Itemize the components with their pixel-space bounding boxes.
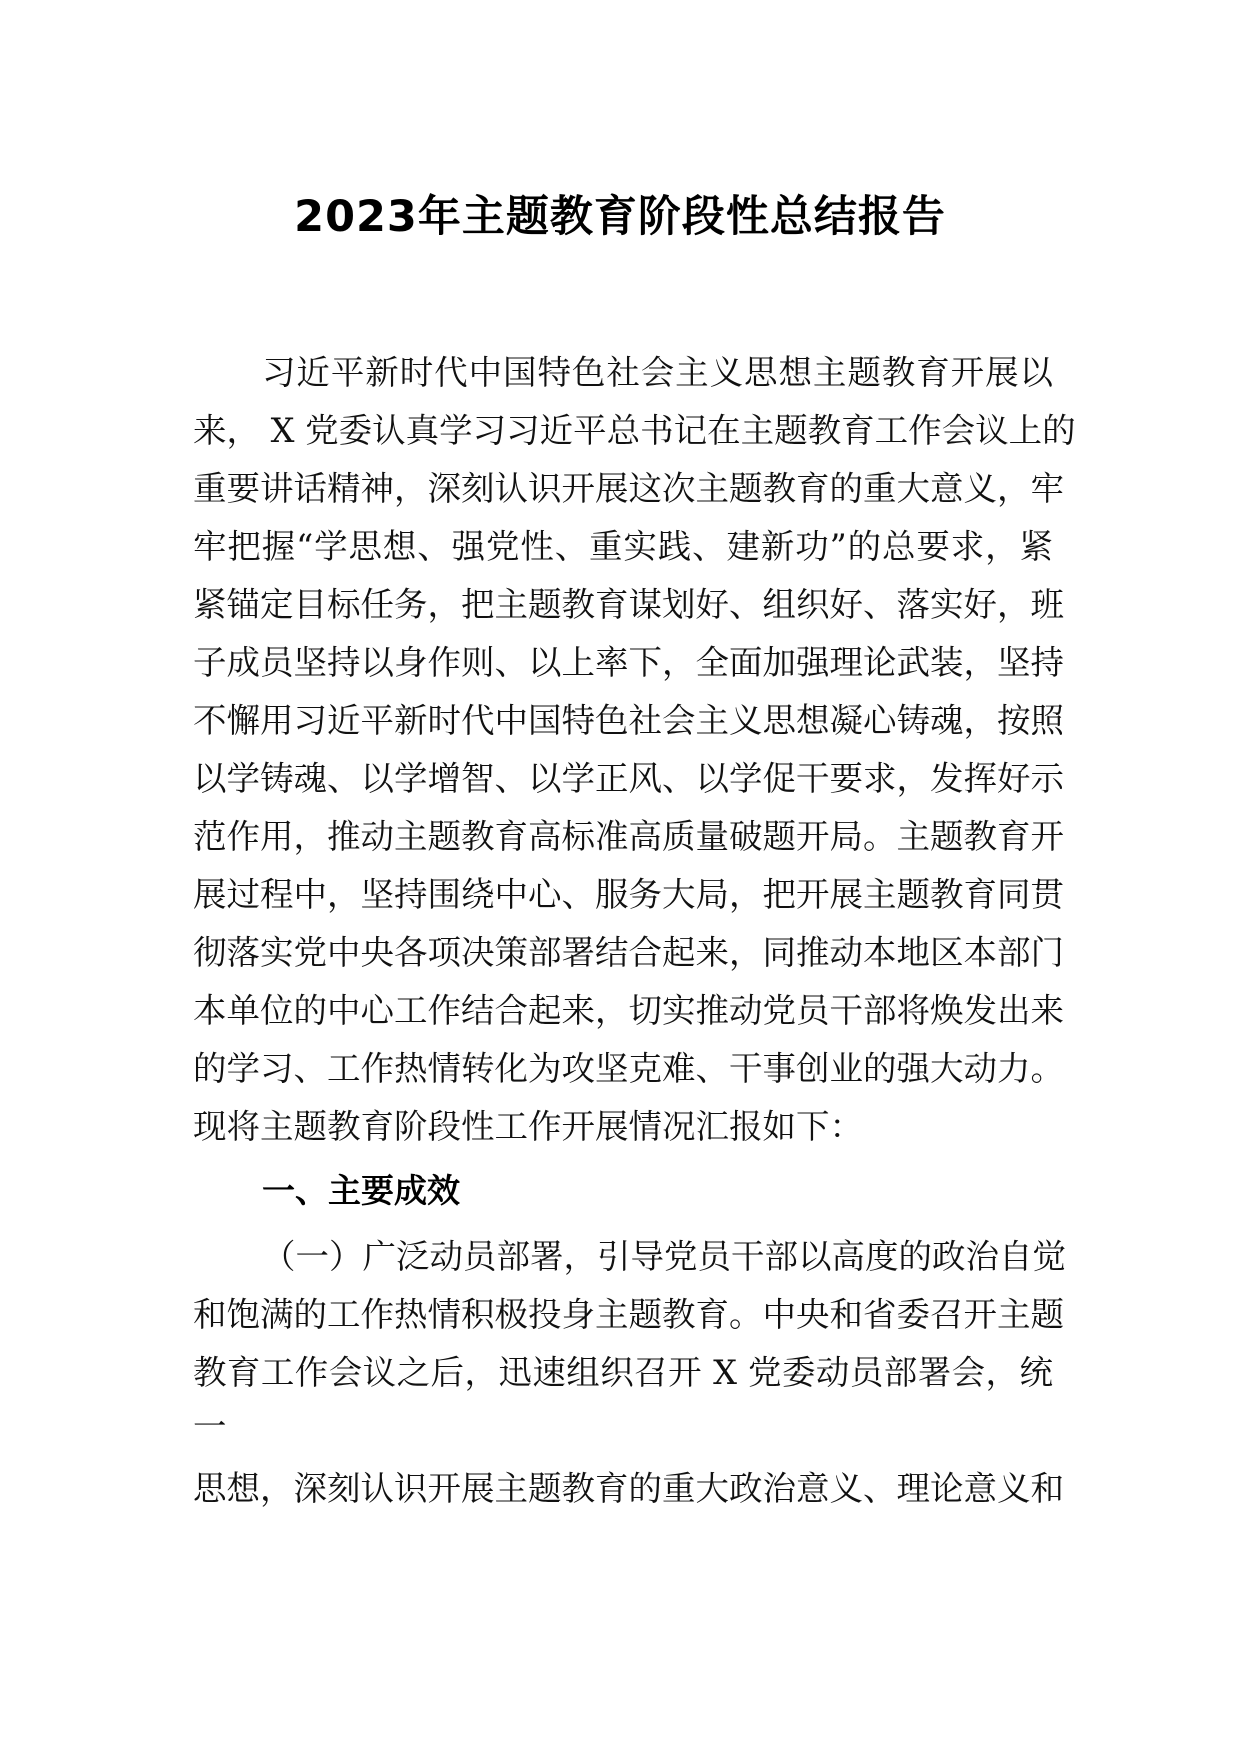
section-line: 一 [193,1407,227,1446]
intro-line: 展过程中，坚持围绕中心、服务大局，把开展主题教育同贯 [193,875,1064,914]
intro-line: 不懈用习近平新时代中国特色社会主义思想凝心铸魂，按照 [193,701,1064,740]
section-line: 思想，深刻认识开展主题教育的重大政治意义、理论意义和 [193,1469,1064,1508]
intro-line: 重要讲话精神，深刻认识开展这次主题教育的重大意义，牢 [193,469,1064,508]
intro-line: 子成员坚持以身作则、以上率下，全面加强理论武装，坚持 [193,643,1064,682]
intro-line: 以学铸魂、以学增智、以学正风、以学促干要求，发挥好示 [193,759,1064,798]
intro-line: 现将主题教育阶段性工作开展情况汇报如下： [193,1107,863,1146]
section-line: 教育工作会议之后，迅速组织召开 X 党委动员部署会，统 [193,1353,1053,1392]
intro-line: 彻落实党中央各项决策部署结合起来，同推动本地区本部门 [193,933,1064,972]
intro-line: 紧锚定目标任务，把主题教育谋划好、组织好、落实好，班 [193,585,1064,624]
section-heading: 一、主要成效 [262,1171,460,1210]
intro-line: 牢把握“学思想、强党性、重实践、建新功”的总要求，紧 [193,527,1053,566]
section-line: （一）广泛动员部署，引导党员干部以高度的政治自觉 [262,1237,1066,1276]
intro-line: 来， X 党委认真学习习近平总书记在主题教育工作会议上的 [193,411,1076,450]
intro-line: 本单位的中心工作结合起来，切实推动党员干部将焕发出来 [193,991,1064,1030]
document-title: 2023年主题教育阶段性总结报告 [294,192,946,242]
intro-line: 习近平新时代中国特色社会主义思想主题教育开展以 [262,353,1053,392]
intro-line: 的学习、工作热情转化为攻坚克难、干事创业的强大动力。 [193,1049,1064,1088]
intro-line: 范作用，推动主题教育高标准高质量破题开局。主题教育开 [193,817,1064,856]
section-line: 和饱满的工作热情积极投身主题教育。中央和省委召开主题 [193,1295,1064,1334]
